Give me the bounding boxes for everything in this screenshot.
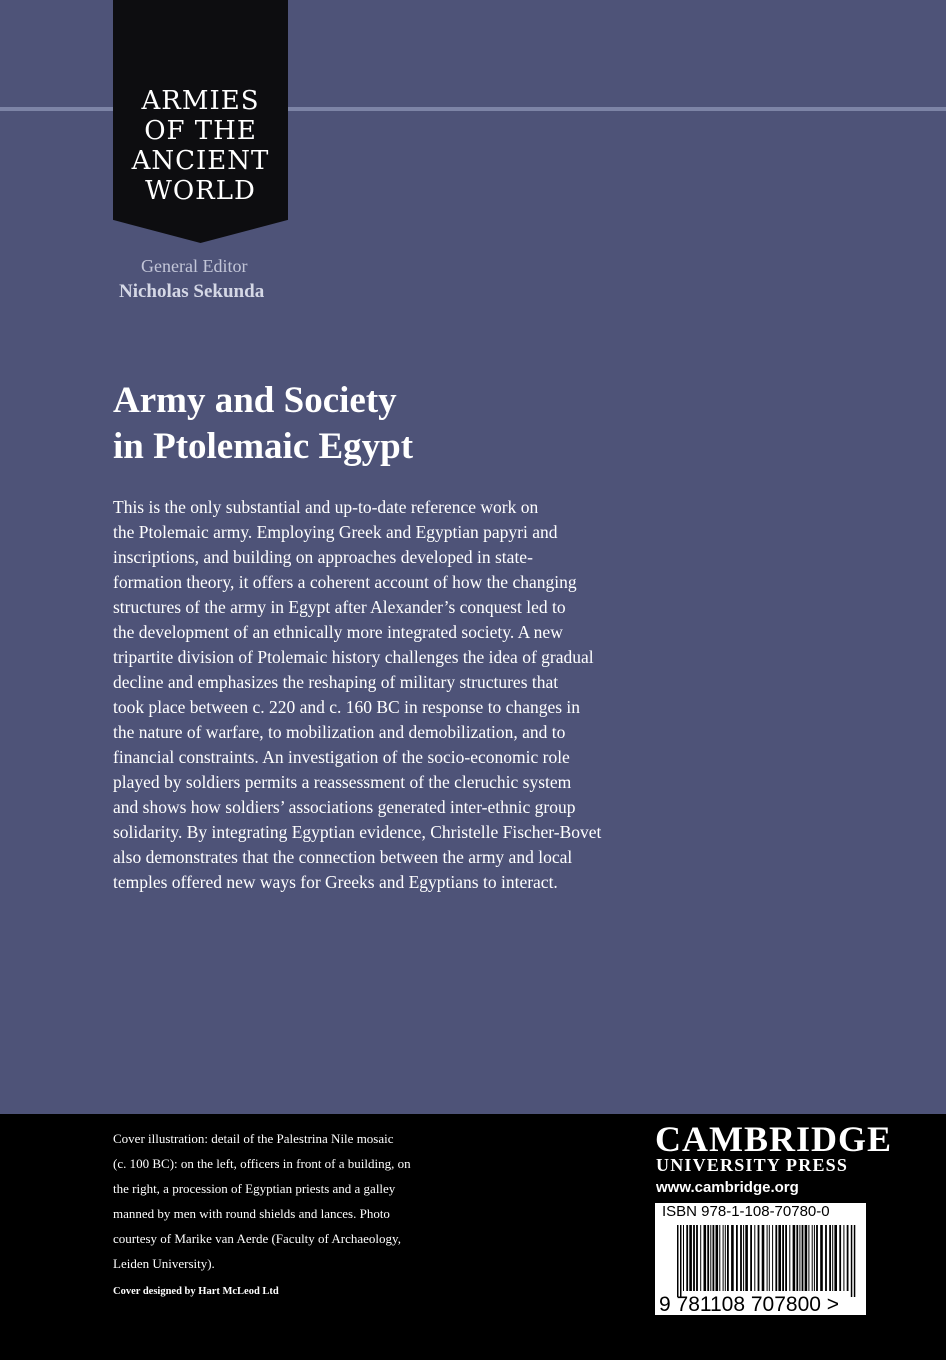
barcode-bar — [689, 1225, 692, 1291]
barcode-bar — [723, 1225, 724, 1291]
blurb-line: the development of an ethnically more integrated society. A new — [113, 622, 563, 642]
editor-name: Nicholas Sekunda — [119, 281, 265, 302]
barcode-bar — [805, 1225, 808, 1291]
barcode-bar — [683, 1225, 684, 1291]
series-title-line: OF THE — [144, 116, 257, 146]
blurb-line: structures of the army in Egypt after Alexander’s conquest led to — [113, 597, 566, 617]
barcode-bar — [710, 1225, 711, 1291]
barcode-bar — [854, 1225, 856, 1297]
barcode-bar — [762, 1225, 765, 1291]
blurb-line: played by soldiers permits a reassessment of the cleruchic system — [113, 772, 572, 792]
blurb-line: inscriptions, and building on approaches developed in state- — [113, 547, 533, 567]
barcode-bar — [769, 1225, 770, 1291]
blurb-line: temples offered new ways for Greeks and Egyptians to interact. — [113, 872, 558, 892]
barcode-bar — [834, 1225, 837, 1291]
blurb — [113, 495, 653, 895]
barcode-bar — [716, 1225, 719, 1291]
barcode-bar — [719, 1225, 720, 1291]
book-title — [113, 378, 413, 470]
blurb-line: the nature of warfare, to mobilization and demobilization, and to — [113, 722, 566, 742]
barcode-bar — [814, 1225, 815, 1291]
barcode-bar — [829, 1225, 831, 1291]
book-title-line: in Ptolemaic Egypt — [113, 426, 414, 467]
barcode-bar — [816, 1225, 818, 1291]
barcode-bar — [825, 1225, 827, 1291]
barcode-bar — [758, 1225, 760, 1291]
barcode-bar — [686, 1225, 688, 1291]
barcode-bar — [789, 1225, 790, 1291]
barcode-bar — [782, 1225, 784, 1291]
series-title-line: WORLD — [145, 176, 256, 206]
blurb-line: solidarity. By integrating Egyptian evidence, Christelle Fischer-Bovet — [113, 822, 602, 842]
cover-designed: Cover designed by Hart McLeod Ltd — [113, 1286, 279, 1297]
barcode-bar — [736, 1225, 738, 1291]
barcode-bar — [778, 1225, 781, 1291]
barcode-bar — [796, 1225, 798, 1291]
barcode-bar — [808, 1225, 809, 1291]
barcode-bar — [704, 1225, 707, 1291]
barcode-bar — [745, 1225, 748, 1291]
editor-label: General Editor — [141, 256, 248, 276]
barcode-bar — [793, 1225, 796, 1291]
barcode-bar — [677, 1225, 679, 1297]
cover-credit-line: courtesy of Marike van Aerde (Faculty of Archaeology, — [113, 1231, 401, 1246]
cover-credit-line: (c. 100 BC): on the left, officers in front of a building, on — [113, 1156, 411, 1171]
barcode-bar — [700, 1225, 701, 1291]
barcode-bar — [820, 1225, 823, 1291]
barcode-bar — [731, 1225, 734, 1291]
barcode-digits: 9 781108 707800 > — [659, 1293, 840, 1315]
barcode-bar — [693, 1225, 695, 1291]
blurb-line: took place between c. 220 and c. 160 BC in response to changes in — [113, 697, 581, 717]
series-title-line: ANCIENT — [131, 146, 270, 176]
barcode-bars — [677, 1225, 855, 1297]
barcode-bar — [725, 1225, 726, 1291]
barcode — [655, 1203, 866, 1315]
barcode-bar — [772, 1225, 773, 1291]
publisher-name: CAMBRIDGE — [655, 1119, 893, 1159]
barcode-bar — [680, 1225, 682, 1297]
barcode-bar — [750, 1225, 752, 1291]
barcode-bar — [851, 1225, 853, 1297]
barcode-bar — [727, 1225, 729, 1291]
barcode-bar — [832, 1225, 833, 1291]
blurb-line: tripartite division of Ptolemaic history challenges the idea of gradual — [113, 647, 594, 667]
blurb-line: formation theory, it offers a coherent account of how the changing — [113, 572, 577, 592]
isbn-label: ISBN 978-1-108-70780-0 — [662, 1203, 830, 1220]
barcode-bar — [812, 1225, 813, 1291]
cover-credit-line: manned by men with round shields and lances. Photo — [113, 1206, 390, 1221]
blurb-line: and shows how soldiers’ associations generated inter-ethnic group — [113, 797, 576, 817]
barcode-bar — [775, 1225, 777, 1291]
barcode-bar — [843, 1225, 844, 1291]
barcode-bar — [839, 1225, 841, 1291]
barcode-bar — [799, 1225, 800, 1291]
barcode-bar — [740, 1225, 742, 1291]
blurb-line: the Ptolemaic army. Employing Greek and Egyptian papyri and — [113, 522, 558, 542]
cover-credit-line: Leiden University). — [113, 1256, 215, 1271]
cover-credit-line: Cover illustration: detail of the Palestrina Nile mosaic — [113, 1131, 394, 1146]
cover-credit — [113, 1126, 433, 1276]
barcode-bar — [707, 1225, 709, 1291]
barcode-bar — [743, 1225, 744, 1291]
cover-credit-line: the right, a procession of Egyptian priests and a galley — [113, 1181, 396, 1196]
blurb-line: financial constraints. An investigation of the socio-economic role — [113, 747, 570, 767]
barcode-bar — [754, 1225, 755, 1291]
series-title — [113, 86, 288, 206]
barcode-bar — [785, 1225, 787, 1291]
barcode-bar — [696, 1225, 698, 1291]
blurb-line: This is the only substantial and up-to-date reference work on — [113, 497, 539, 517]
blurb-line: also demonstrates that the connection between the army and local — [113, 847, 573, 867]
barcode-bar — [847, 1225, 849, 1291]
barcode-bar — [713, 1225, 715, 1291]
book-title-line: Army and Society — [113, 380, 397, 421]
publisher-url: www.cambridge.org — [656, 1179, 799, 1196]
barcode-bar — [767, 1225, 768, 1291]
barcode-svg — [655, 1203, 866, 1315]
series-title-line: ARMIES — [141, 86, 260, 116]
blurb-line: decline and emphasizes the reshaping of military structures that — [113, 672, 559, 692]
barcode-bar — [802, 1225, 804, 1291]
publisher-sub: UNIVERSITY PRESS — [656, 1155, 849, 1175]
